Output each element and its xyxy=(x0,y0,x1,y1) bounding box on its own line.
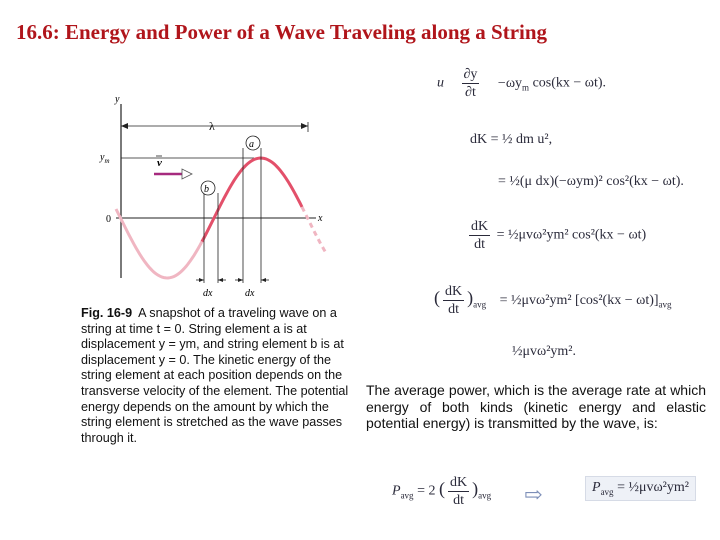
wave-curve xyxy=(202,158,302,242)
right-arrow-icon: ⇨ xyxy=(524,482,543,507)
wavelength-label: λ xyxy=(209,119,215,133)
average-power-text: The average power, which is the average rate at which energy of both kinds (kinetic energy and elastic potential energy) is transmitted by the wave, is: xyxy=(366,382,706,431)
x-axis-label: x xyxy=(318,213,323,224)
figure-caption-label: Fig. 16-9 xyxy=(81,306,133,320)
wave-curve-faded xyxy=(116,209,214,278)
point-b-label: b xyxy=(204,184,209,195)
velocity-label: v xyxy=(157,157,162,169)
origin-label: 0 xyxy=(106,214,111,225)
equation-dk-dt-avg: ( $\frac{dK}{dt}$ )$_{avg}$ = ½μvω²ym² $[\cos^2(kx - \omega t)]_{avg}$ xyxy=(434,284,672,317)
equation-velocity: u $\frac{\partial y}{\partial t}$ $-\omega y_m$ cos(kx − ωt). xyxy=(437,67,607,100)
equation-dk-dt: $\frac{dK}{dt}$ = ½μvω²ym² cos²(kx − ωt) xyxy=(471,219,647,252)
point-a-label: a xyxy=(249,139,254,150)
figure-caption xyxy=(81,306,357,446)
equation-pavg-result: $P_{avg}$ = ½μvω²ym² xyxy=(585,476,696,501)
dx-label-a: dx xyxy=(245,288,255,299)
figure-caption-text: A snapshot of a traveling wave on a string at time t = 0. String element a is at displacement y = ym, and string element b is at displacement y = 0. The kinetic energy of the string element at each position depends on the transverse velocity of the element. The potential energy depends on the amount by which the string element is stretched as the wave passes through it. xyxy=(81,306,349,445)
equation-dk-expanded: = ½(μ dx)(−ωym)² cos²(kx − ωt). xyxy=(498,174,684,189)
dx-label-b: dx xyxy=(203,288,213,299)
ym-label: $y_m$ xyxy=(100,152,110,165)
slide-title: 16.6: Energy and Power of a Wave Traveling along a String xyxy=(16,20,548,44)
wave-figure xyxy=(96,88,346,303)
equation-dk-dt-result: ½μvω²ym². xyxy=(512,344,577,359)
y-axis-label: y xyxy=(115,94,120,105)
equation-pavg: $P_{avg} = 2$ ( $\frac{dK}{dt}$ )$_{avg}$ xyxy=(392,475,492,508)
equation-dk: dK = ½ dm u², xyxy=(470,132,553,147)
